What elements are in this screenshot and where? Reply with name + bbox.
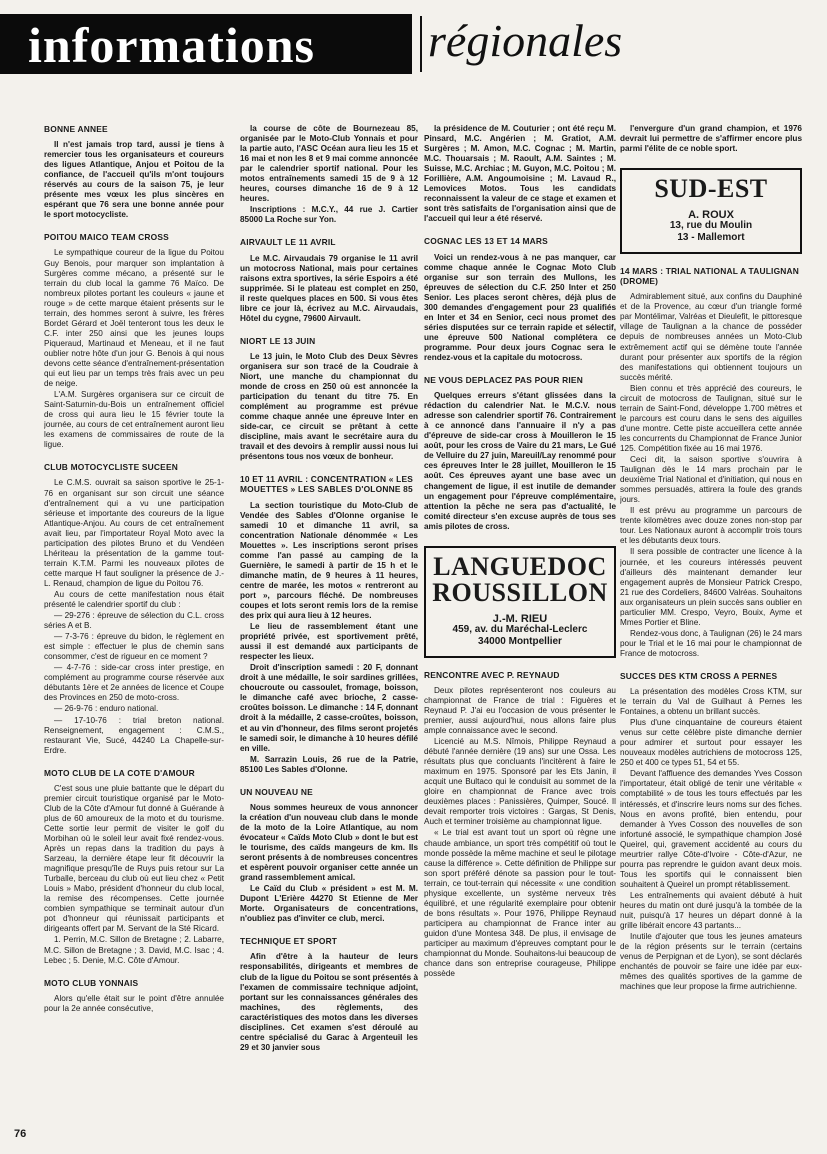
region-correspondent: J.-M. RIEU	[492, 612, 548, 625]
article-paragraph: Ceci dit, la saison sportive s'ouvrira à Taulignan dès le 14 mars prochain par le deuxième Trial National et d'initiation, qui nous en sommes persuadés, attirera la foule des grands jours.	[620, 455, 802, 505]
article-heading: MOTO CLUB DE LA COTE D'AMOUR	[44, 767, 195, 778]
article-paragraph: Quelques erreurs s'étant glissées dans la rédaction du calendrier Nat. le M.C.V. nous adresse son calendrier sportif 76. Contrairement à ce annoncé dans l'annuaire il n'y a pas d'épreuve de side-car cross à Mouilleron le 15 août, pour les cross de Vaire du 21 mars, Le Gué de Velluire du 27 juin, Mareuil/Lay renommé pour ces épreuves Inter le 28 juillet, Mouilleron le 15 août. Ces épreuves ayant une base avec un changement de ligue, il est inutile de demander un engagement pour l'épreuve complémentaire, attention la pêche ne sera pas d'actualité, le comité directeur s'en excuse auprès de tous ses amis pilotes de cross.	[424, 391, 616, 531]
article-heading: UN NOUVEAU NE	[240, 786, 313, 797]
article-paragraph: M. Sarrazin Louis, 26 rue de la Patrie, 85100 Les Sables d'Olonne.	[240, 754, 418, 774]
article-heading: POITOU MAICO TEAM CROSS	[44, 232, 169, 243]
article-heading: TECHNIQUE ET SPORT	[240, 936, 338, 947]
column-3	[424, 124, 616, 1144]
article-paragraph: l'envergure d'un grand champion, et 1976 devrait lui permettre de s'affirmer encore plus parmi l'élite de ce noble sport.	[620, 124, 802, 154]
region-address: 13, rue du Moulin	[669, 220, 753, 232]
article-paragraph: Il n'est jamais trop tard, aussi je tiens à remercier tous les organisateurs et coureurs des ligues Atlantique, Anjou et Poitou de la confiance, de l'accueil qu'ils m'ont toujours réservés au cours de la saison 75, je leur présente mes vœux les plus sincères en espérant que 76 sera une bonne année pour le sport motocycliste.	[44, 140, 224, 220]
article-heading: 14 MARS : TRIAL NATIONAL A TAULIGNAN (DROME)	[620, 266, 800, 287]
article-paragraph: Deux pilotes représenteront nos couleurs au championnat de France de trial : Figuères et Reynaud P. J'ai eu l'occasion de vous présenter le premier, aussi aujourd'hui, nous allons faire plus ample connaissance avec le second.	[424, 685, 616, 736]
article-paragraph: Le lieu de rassemblement étant une propriété privée, est sportivement prêté, aussi il est demandé aux participants de respecter les lieux.	[240, 622, 418, 662]
article-paragraph: Les entraînements qui avaient débuté à huit heures du matin ont duré jusqu'à la tombée de la nuit, puisqu'à 17 heures un départ donné à la grille libérait encore 43 partants...	[620, 890, 802, 931]
article-paragraph: C'est sous une pluie battante que le départ du premier circuit touristique organisé par le Moto-Club de la Côte d'Amour fut donné à Guérande à plus de 60 amoureux de la moto et du tourisme. Cette sortie leur permit de visiter le golf du Morbihan où le soleil leur avait fixé rendez-vous. Après un repas dans la tradition du pays à Sarzeau, la dernière étape leur fit découvrir la magnifique presqu'île de Ruys puis retour sur La Turballe, berceau du club où eut lieu chez « Petit Louis » Mabo, président d'honneur du club local, la remise des récompenses. Cette journée combien sympathique se terminait autour d'un pot d'honneur qui réunissait participants et dirigeants offert par M. Servant de la Sté Ricard.	[44, 783, 224, 934]
article-paragraph: la course de côte de Bournezeau 85, organisée par le Moto-Club Yonnais et pour la partie auto, l'ASC Océan aura lieu les 15 et 16 mai et non les 8 et 9 mai comme annoncée par le calendrier sportif national. Pour les motos entraînements samedi 15 de 9 à 12 heures, courses dimanche 16 de 9 à 12 heures.	[240, 124, 418, 204]
article-paragraph: — 17-10-76 : trial breton national. Renseignement, engagement : C.M.S., restaurant Vie, Sucé, 44240 La Chapelle-sur-Erdre.	[44, 715, 224, 755]
region-correspondent: A. ROUX	[688, 209, 734, 222]
article-paragraph: Droit d'inscription samedi : 20 F, donnant droit à une médaille, le soir sardines grillées, choucroute ou cassoulet, fromage, boisson, le dimanche café avec brioche, 2 casse-croûtes boisson. Le dimanche : 14 F, donnant droit à la médaille, 2 casse-croûtes, boisson, et au vin d'honneur, des films seront projetés le samedi soir, le dimanche à 10 heures défilé en ville.	[240, 663, 418, 753]
article-paragraph: Licencié au M.S. Nîmois, Philippe Reynaud a débuté l'année dernière (19 ans) sur une Ossa. Les résultats plus que concluants l'incitèrent à faire le maximum en 1975. Sponsoré par les Ets Janin, il acquit une Bultaco qui le conduisit au sommet de la gloire en championnat de France avec trois deuxièmes places : Panissières, Quimper, Soucé. Il devait remporter trois victoires : Gargas, St Denis, Auch et terminer troisième au championnat ligue.	[424, 737, 616, 827]
article-paragraph: Le 13 juin, le Moto Club des Deux Sèvres organisera sur son tracé de la Coudraie à Niort, une manche du championnat du monde de cross en 250 où est annoncée la participation du tenant du titre 75. En complément au programme est prévue comme chaque année une épreuve Inter en side-car, ce circuit se prêtant à cette discipline, mais avant le secrétaire aura du travail et des devoirs à remplir aussi nous lui présentons tous nos vœux de bonheur.	[240, 351, 418, 462]
region-address: 34000 Montpellier	[478, 635, 562, 647]
article-paragraph: Bien connu et très apprécié des coureurs, le circuit de motocross de Taulignan, situé sur le terrain de Saint-Fond, développe 1.700 mètres et le parcours est couru dans le sens des aiguilles d'une montre. Cette piste accueillera cette année les concurrents du Championnat de France Junior 125. Compétition fixée au 16 mai 1976.	[620, 383, 802, 453]
article-paragraph: Admirablement situé, aux confins du Dauphiné et de la Provence, au cœur d'un triangle formé par Montélimar, Valréas et Dieulefit, le pittoresque village de Taulignan a la chance de posséder depuis de nombreuses années un Moto-Club extrêmement actif qui se démène toute l'année durant pour présenter aux sportifs de la région des manifestations qui obtiennent toujours un succès mérité.	[620, 292, 802, 382]
column-2	[240, 124, 418, 1144]
column-4	[620, 124, 802, 1144]
article-heading: BONNE ANNEE	[44, 124, 108, 134]
article-paragraph: Il sera possible de contracter une licence à la journée, et les coureurs intéressés peuvent d'ailleurs dès maintenant demander leur engagement auprès de Monsieur Patrick Crespo, 21 rue des Cordeliers, 84600 Valréas. Souhaitons aux organisateurs un plein succès sans oublier en particulier MM. Crespo, Veyro, Bouix, Ayme et Mmes Portier et Bline.	[620, 547, 802, 627]
article-heading: MOTO CLUB YONNAIS	[44, 977, 139, 988]
article-paragraph: La section touristique du Moto-Club de Vendée des Sables d'Olonne organise le samedi 10 et dimanche 11 avril, sa concentration Nationale dénommée « Les Mouettes ». Les inscriptions seront prises comme l'an passé au camping de la Guernière, le samedi à partir de 15 h et le dimanche matin, de 9 heures à 11 heures, centre de marée, les motos « rentreront au port », parcours fléché. De nombreuses coupes et lots seront remis lors de la remise des prix qui aura lieu à 12 heures.	[240, 500, 418, 621]
article-heading: NE VOUS DEPLACEZ PAS POUR RIEN	[424, 375, 583, 386]
article-heading: AIRVAULT LE 11 AVRIL	[240, 237, 336, 248]
article-paragraph: Le Caïd du Club « président » est M. M. Dupont L'Erière 44270 St Etienne de Mer Morte. Organisateurs de concentrations, n'oubliez pas d'inviter ce club, merci.	[240, 884, 418, 924]
article-paragraph: Le M.C. Airvaudais 79 organise le 11 avril un motocross National, mais pour certaines raisons extra sportives, la série Espoirs a été supprimée. Si le plateau est complet en 250, il reste quelques places en 500. Si vous êtes libre ce jour là, écrivez au M.C. Airvaudais, Hôtel du cygne, 79600 Airvault.	[240, 253, 418, 323]
region-title: SUD-EST	[654, 174, 768, 204]
article-paragraph: — 7-3-76 : épreuve du bidon, le règlement en est simple : effectuer le plus de chemin sans consommer, c'est de rigueur en ce moment ?	[44, 632, 224, 662]
section-title: informations	[28, 17, 315, 73]
article-paragraph: « Le trial est avant tout un sport où règne une chaude ambiance, un sport très compétitif où tout le monde possède la même machine et seul le pilotage cause la différence ». Cette définition de Philippe sur son sport préféré dénote sa passion pour le tout-terrain, ce tout-terrain qui nécessite « une condition physique excellente, un système nerveux très équilibré, et une régularité exemplaire pour obtenir de bons résultats ». Pour 1976, Philippe Reynaud participera au championnat de France inter au guidon d'une Montesa 348. De plus, il envisage de participer au maximum d'épreuves comptant pour le championnat du Monde. Souhaitons-lui beaucoup de chance dans son entreprise courageuse, Philippe possède	[424, 828, 616, 979]
article-paragraph: Inutile d'ajouter que tous les jeunes amateurs de la région présents sur le terrain (certains venus de Perpignan et de Lyon), se sont déclarés enchantés de pouvoir se faire une idée par eux-mêmes des qualités sportives de la gamme de machines que leur propose la firme autrichienne.	[620, 932, 802, 992]
column-1	[44, 124, 224, 1144]
article-paragraph: — 29-276 : épreuve de sélection du C.L. cross séries A et B.	[44, 611, 224, 631]
article-paragraph: Le C.M.S. ouvrait sa saison sportive le 25-1-76 en organisant sur son circuit une séance d'entraînement qui a vu une participation sérieuse et importante des coureurs de la ligue Atlantique-Anjou. Au cours de cet entraînement avait lieu, par l'importateur Royal Moto avec la participation des pilotes Bruno et du Vendéen Lhériteau la présentation de la gamme tout-terrain K.T.M. Parmi les nouveaux pilotes de cette marque H faut souligner la présence de J.-L. Renaud, champion de ligue du Poitou 76.	[44, 478, 224, 588]
article-paragraph: Plus d'une cinquantaine de coureurs étaient venus sur cette célèbre piste dimanche dernier pour admirer et surtout pour essayer les nouveaux modèles autrichiens de motocross 125, 250 et 400 ce types 51, 54 et 55.	[620, 718, 802, 768]
article-paragraph: Nous sommes heureux de vous annoncer la création d'un nouveau club dans le monde de la moto de la Loire Atlantique, au nom évocateur « Caïds Moto Club » dont le but est le tourisme, des caïds mangeurs de km. Ils seront présents à de nombreuses concentres et espèrent pouvoir organiser cette année un grand rassemblement amical.	[240, 802, 418, 883]
region-title: LANGUEDOC	[433, 551, 607, 581]
banner-black-band	[0, 14, 412, 74]
article-paragraph: la présidence de M. Couturier ; ont été reçu M. Pinsard, M.C. Angérien ; M. Gratiot, A.M. Surgères ; M. Amon, M.C. Cognac ; M. Martin, M.C. Thouarsais ; M. Raoult, A.M. Saintes ; M. Suisse, M.C. Archiac ; M. Guyon, M.C. Poitou ; M. Forillière, A.M. Angoumoisine ; M. Lavaud R., Lemovices Motos. Tous les candidats reconnaissent la valeur de ce stage et examen et sont très satisfaits de l'organisation ainsi que de l'accueil qui leur a été réservé.	[424, 124, 616, 224]
article-heading: COGNAC LES 13 ET 14 MARS	[424, 236, 548, 247]
region-box-sud-est	[620, 168, 802, 254]
region-address: 13 - Mallemort	[677, 232, 745, 244]
article-paragraph: Alors qu'elle était sur le point d'être annulée pour la 2e année consécutive,	[44, 993, 224, 1013]
article-paragraph: Au cours de cette manifestation nous était présenté le calendrier sportif du club :	[44, 589, 224, 610]
article-heading: RENCONTRE AVEC P. REYNAUD	[424, 669, 560, 680]
article-paragraph: Afin d'être à la hauteur de leurs responsabilités, dirigeants et membres de club de la ligue du Poitou se sont présentés à l'examen de commissaire technique adjoint, portant sur les connaissances générales des machines, des règlements, des caractéristiques des motos dans les diverses disciplines. Cet examen s'est déroulé au centre spécialisé du Garac à Argenteuil les 29 et 30 janvier sous	[240, 952, 418, 1052]
article-paragraph: L'A.M. Surgères organisera sur ce circuit de Saint-Saturnin-du-Bois un entraînement officiel de cross qui aura lieu le 15 février toute la journée, au cours de cet entraînement auront lieu les examens de commissaires de route de la ligue.	[44, 390, 224, 450]
page-number: 76	[14, 1128, 27, 1140]
region-title-line-2: ROUSSILLON	[432, 577, 608, 607]
article-paragraph: Rendez-vous donc, à Taulignan (26) le 24 mars pour le Trial et le 16 mai pour le championnat de France de motocross.	[620, 628, 802, 658]
article-paragraph: Il est prévu au programme un parcours de trente kilomètres avec douze zones non-stop par tour. Les Nationaux auront à accomplir trois tours et les débutants deux tours.	[620, 506, 802, 546]
article-heading: NIORT LE 13 JUIN	[240, 335, 316, 346]
article-paragraph: Voici un rendez-vous à ne pas manquer, car comme chaque année le Cognac Moto Club organise sur son terrain des Mullons, les épreuves de sélection du C.F. 250 Inter et 250 Senior. Les places seront chères, déjà plus de 300 demandes d'engagement pour 23 qualifiés en Inter et 34 en Senior, ceci nous promet des séries disputées sur ce terrain rapide et sélectif, une épreuve 500 National complétera ce programme. Pour deux jours Cognac sera le rendez-vous et la capitale du motocross.	[424, 252, 616, 362]
article-paragraph: La présentation des modèles Cross KTM, sur le terrain du Val de Guilhaut à Pernes les Fontaines, a obtenu un brillant succès.	[620, 687, 802, 717]
article-heading: CLUB MOTOCYCLISTE SUCEEN	[44, 462, 178, 473]
region-address: 459, av. du Maréchal-Leclerc	[452, 623, 588, 635]
section-subtitle: régionales	[428, 15, 623, 66]
article-paragraph: — 26-9-76 : enduro national.	[54, 704, 159, 714]
article-paragraph: Devant l'affluence des demandes Yves Cosson l'importateur, était obligé de tenir une véritable « comptabilité » de tous les tours effectués par les intéressés, et d'inscrire leurs noms sur des fiches. Nous en avons profité, bien entendu, pour demander à Yves Cosson des nouvelles de son infortuné associé, le sympathique champion José Queirel, qui, gravement accidenté au cours du meurtrier rallye Côte-d'Ivoire - Côte-d'Azur, ne pourra pas reprendre le guidon avant deux mois. Tous les sportifs qui le connaissent bien souhaitent à Queirel un prompt rétablissement.	[620, 769, 802, 889]
article-paragraph: — 4-7-76 : side-car cross inter prestige, en complément au programme course réservée aux débutants 1ère et 2e années de licence et Coupe des Provinces en 250 de moto-cross.	[44, 663, 224, 703]
article-paragraph: Le sympathique coureur de la ligue du Poitou Guy Benois, pour marquer son implantation à Surgères comme mécano, a présenté sur le terrain du club local la gamme 76 Maïco. De nombreux pilotes portant les couleurs « jaune et rouge » de cette marque étaient présents sur le terrain, des hommes seront à suivre, les frères Bordet Gérard et Joël tenteront tous les deux le C.F. inter 250 ainsi que les jeunes loups Piqueraud, Martinaud et Meneau, et il ne faut oublier notre hôte d'un jour G. Benois à qui nous devons cette séance d'entraînement-présentation qui eut lieu par un temps très frais avec un peu de neige.	[44, 248, 224, 389]
article-paragraph: Inscriptions : M.C.Y., 44 rue J. Cartier 85000 La Roche sur Yon.	[240, 205, 418, 225]
banner-divider	[420, 16, 422, 72]
article-paragraph: 1. Perrin, M.C. Sillon de Bretagne ; 2. Labarre, M.C. Sillon de Bretagne ; 3. David, M.C. Isac ; 4. Lebec ; 5. Denie, M.C. Côte d'Amour.	[44, 935, 224, 965]
article-heading: SUCCES DES KTM CROSS A PERNES	[620, 670, 778, 681]
article-heading: 10 ET 11 AVRIL : CONCENTRATION « LES MOUETTES » LES SABLES D'OLONNE 85	[240, 474, 414, 495]
section-banner	[0, 0, 827, 90]
region-box-languedoc	[424, 546, 616, 658]
